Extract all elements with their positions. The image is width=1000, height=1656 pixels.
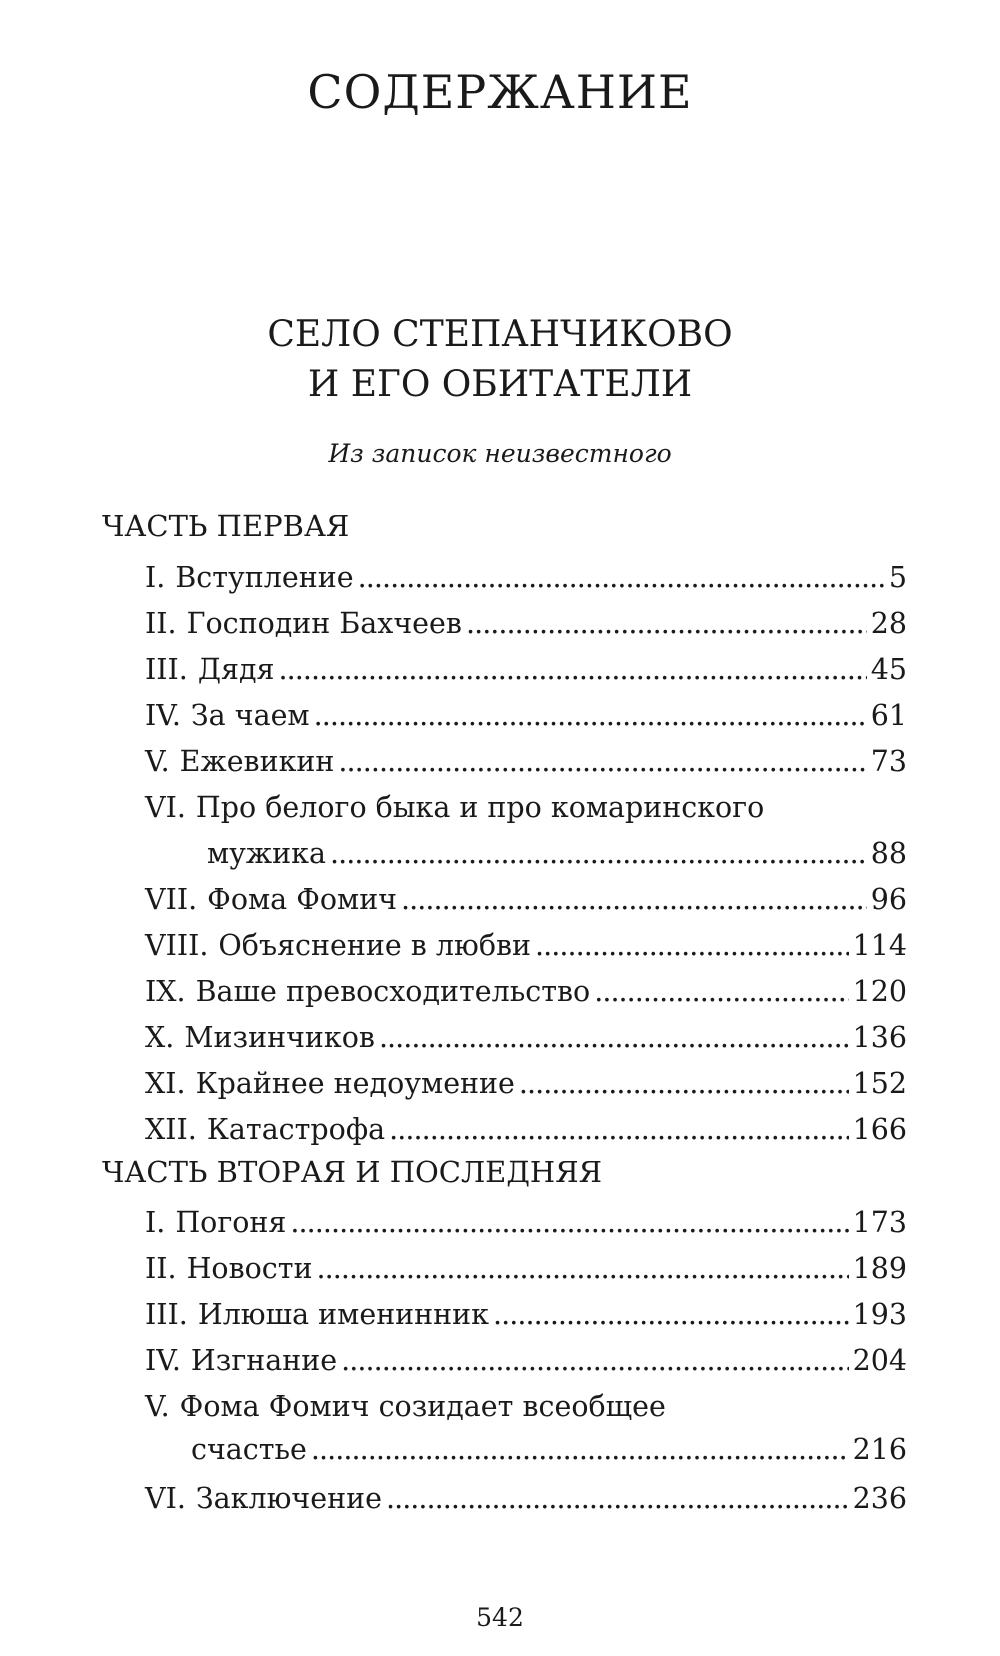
work-title	[0, 310, 1000, 410]
chapter-number: III.	[145, 653, 188, 686]
chapter-title: Погоня	[175, 1206, 287, 1239]
chapter-number: III.	[145, 1298, 188, 1331]
page-number: 193	[852, 1298, 907, 1331]
page-number: 28	[870, 607, 907, 640]
dot-leader	[594, 969, 848, 1015]
chapter-number: II.	[145, 1252, 177, 1285]
chapter-number: VI.	[145, 1482, 186, 1515]
toc-entry[interactable]	[145, 877, 907, 923]
page-number: 5	[888, 561, 907, 594]
chapter-title: Катастрофа	[206, 1113, 386, 1146]
dot-leader	[535, 923, 849, 969]
page-number: 120	[852, 975, 907, 1008]
dot-leader	[311, 1430, 849, 1470]
dot-leader	[330, 831, 867, 877]
dot-leader	[401, 877, 867, 923]
dot-leader	[341, 1338, 848, 1384]
toc-entry[interactable]	[145, 1384, 907, 1476]
chapter-title: Илюша именинник	[197, 1298, 489, 1331]
page-number: 166	[852, 1113, 907, 1146]
chapter-number: II.	[145, 607, 177, 640]
chapter-title: Вступление	[175, 561, 354, 594]
page-number: 61	[870, 699, 907, 732]
part-two-heading: ЧАСТЬ ВТОРАЯ И ПОСЛЕДНЯЯ	[102, 1155, 603, 1189]
chapter-number: X.	[145, 1021, 175, 1054]
chapter-title: Ваше превосходительство	[195, 975, 591, 1008]
toc-entry[interactable]	[145, 555, 907, 601]
chapter-title: Крайнее недоумение	[195, 1067, 515, 1100]
chapter-title: Господин Бахчеев	[186, 607, 462, 640]
toc-entry[interactable]	[145, 1061, 907, 1107]
page-number: 114	[852, 929, 907, 962]
page-number: 45	[870, 653, 907, 686]
toc-entry[interactable]	[145, 1338, 907, 1384]
toc-entry[interactable]	[145, 969, 907, 1015]
page-number: 152	[852, 1067, 907, 1100]
chapter-title: Мизинчиков	[184, 1021, 375, 1054]
chapter-number: V.	[145, 745, 170, 778]
toc-entry[interactable]	[145, 1107, 907, 1153]
page-number: 204	[852, 1344, 907, 1377]
work-subtitle: Из записок неизвестного	[328, 439, 672, 468]
toc-entry[interactable]	[145, 1015, 907, 1061]
dot-leader	[379, 1015, 849, 1061]
toc-entry[interactable]	[145, 739, 907, 785]
toc-entry[interactable]	[145, 785, 907, 877]
toc-entry[interactable]	[145, 1476, 907, 1522]
dot-leader	[290, 1200, 848, 1246]
toc-entry[interactable]	[145, 923, 907, 969]
chapter-title-continuation: счастье	[191, 1433, 307, 1466]
dot-leader	[338, 739, 866, 785]
chapter-number: IV.	[145, 699, 181, 732]
chapter-title: Про белого быка и про комаринского	[195, 791, 765, 824]
page-number: 216	[852, 1433, 907, 1466]
part-one-toc	[145, 555, 907, 1153]
page-number: 88	[870, 837, 907, 870]
toc-entry[interactable]	[145, 1200, 907, 1246]
contents-title: СОДЕРЖАНИЕ	[307, 65, 693, 119]
page-number: 96	[870, 883, 907, 916]
chapter-title: Заключение	[195, 1482, 382, 1515]
work-title-line-1: СЕЛО СТЕПАНЧИКОВО	[267, 314, 733, 355]
chapter-number: XII.	[145, 1113, 197, 1146]
toc-entry[interactable]	[145, 1246, 907, 1292]
dot-leader	[466, 601, 867, 647]
dot-leader	[389, 1107, 848, 1153]
chapter-number: VI.	[145, 791, 186, 824]
toc-entry[interactable]	[145, 693, 907, 739]
part-one-heading: ЧАСТЬ ПЕРВАЯ	[102, 509, 350, 543]
work-title-line-2: И ЕГО ОБИТАТЕЛИ	[307, 364, 693, 405]
part-two-toc	[145, 1200, 907, 1522]
page-number: 73	[870, 745, 907, 778]
dot-leader	[358, 555, 885, 601]
chapter-title: Фома Фомич созидает всеобщее	[179, 1390, 666, 1423]
chapter-title: За чаем	[190, 699, 310, 732]
page-number: 189	[852, 1252, 907, 1285]
toc-entry[interactable]	[145, 1292, 907, 1338]
dot-leader	[519, 1061, 849, 1107]
chapter-title: Дядя	[197, 653, 275, 686]
chapter-number: VII.	[145, 883, 198, 916]
chapter-title: Объяснение в любви	[218, 929, 532, 962]
page-number: 136	[852, 1021, 907, 1054]
toc-entry[interactable]	[145, 647, 907, 693]
chapter-number: IV.	[145, 1344, 181, 1377]
toc-entry[interactable]	[145, 601, 907, 647]
chapter-number: I.	[145, 561, 166, 594]
chapter-title-continuation: мужика	[207, 837, 326, 870]
dot-leader	[314, 693, 867, 739]
chapter-title: Новости	[186, 1252, 313, 1285]
chapter-title: Фома Фомич	[207, 883, 398, 916]
chapter-number: IX.	[145, 975, 186, 1008]
page-folio-number: 542	[476, 1603, 524, 1632]
chapter-number: I.	[145, 1206, 166, 1239]
chapter-title: Ежевикин	[179, 745, 335, 778]
page-number: 173	[852, 1206, 907, 1239]
dot-leader	[317, 1246, 849, 1292]
dot-leader	[493, 1292, 849, 1338]
dot-leader	[386, 1476, 849, 1522]
chapter-title: Изгнание	[190, 1344, 338, 1377]
dot-leader	[279, 647, 867, 693]
chapter-number: VIII.	[145, 929, 209, 962]
chapter-number: XI.	[145, 1067, 186, 1100]
chapter-number: V.	[145, 1390, 170, 1423]
page-number: 236	[852, 1482, 907, 1515]
